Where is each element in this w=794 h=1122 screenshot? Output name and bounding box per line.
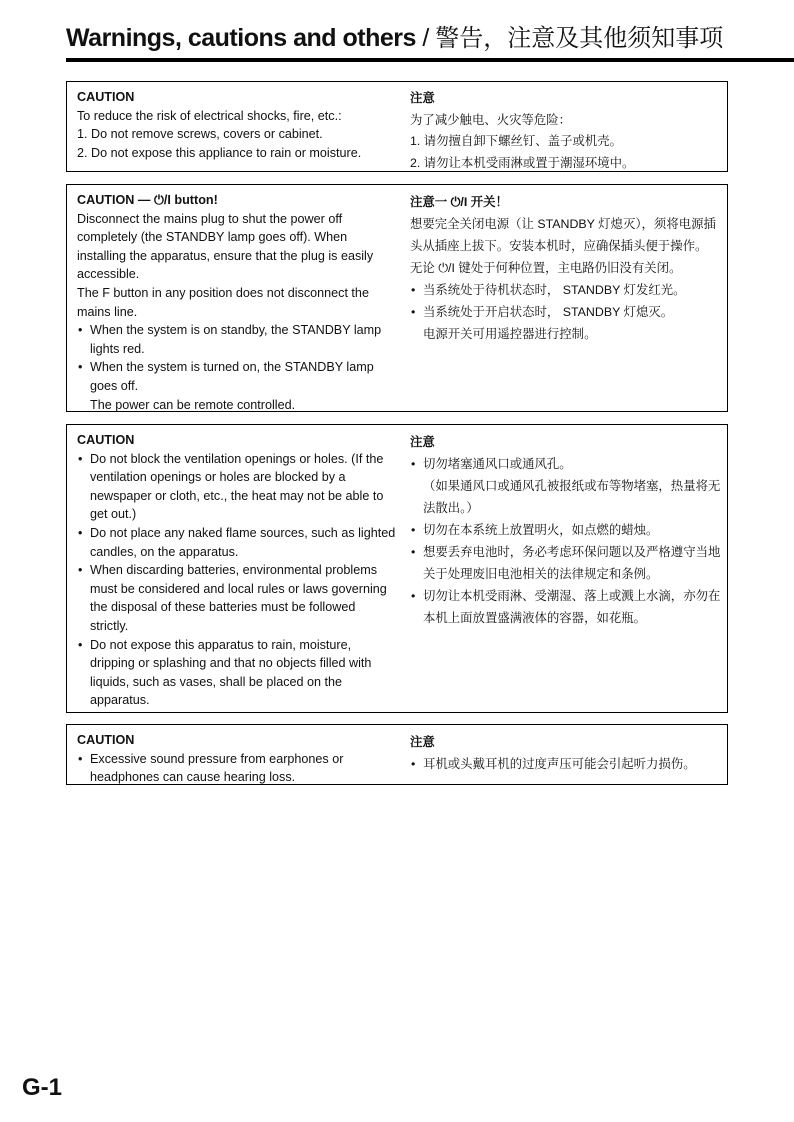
bullet-list: [77, 450, 397, 710]
chinese-column: [410, 88, 726, 174]
list-item-zh: • 切勿让本机受雨淋、受潮湿、落上或溅上水滴，亦勿在本机上面放置盛满液体的容器，如花瓶。: [410, 585, 726, 629]
paragraph-zh: 想要完全关闭电源（让 STANDBY 灯熄灭），须将电源插头从插座上拔下。安装本机时，应确保插头便于操作。: [410, 217, 716, 253]
note-text: The power can be remote controlled.: [90, 397, 296, 412]
list-item: • When discarding batteries, environmental problems must be considered and local rules or laws governing the disposal of these batteries must be followed strictly.: [77, 561, 397, 635]
list-item-zh: • 当系统处于待机状态时， STANDBY 灯发红光。: [410, 279, 726, 301]
note-text-zh: 电源开关可用遥控器进行控制。: [423, 327, 597, 341]
list-item: • Excessive sound pressure from earphones or headphones can cause hearing loss.: [77, 750, 397, 787]
english-column: [77, 431, 397, 710]
list-item: • Do not expose this apparatus to rain, moisture, dripping or splashing and that no objects filled with liquids, such as vases, shall be placed on the apparatus.: [77, 636, 397, 710]
numbered-item-zh: 2. 请勿让本机受雨淋或置于潮湿环境中。: [410, 155, 635, 170]
page-number: G-1: [22, 1074, 63, 1101]
list-item-zh: • 当系统处于开启状态时， STANDBY 灯熄灭。: [410, 301, 726, 323]
list-item-zh: • 想要丢弃电池时，务必考虑环保问题以及严格遵守当地关于处理废旧电池相关的法律规定和条例。: [410, 541, 726, 585]
bullet-list-zh: [410, 453, 726, 629]
chinese-column: [410, 191, 726, 345]
numbered-item-zh: 1. 请勿擅自卸下螺丝钉、盖子或机壳。: [410, 134, 623, 148]
title-rule: [66, 58, 794, 62]
caution-heading: CAUTION: [77, 90, 135, 104]
title-english: Warnings, cautions and others: [66, 24, 416, 52]
list-item: • When the system is turned on, the STANDBY lamp goes off.: [77, 358, 397, 395]
intro-text: To reduce the risk of electrical shocks, fire, etc.:: [77, 108, 342, 123]
list-item-zh: • 耳机或头戴耳机的过度声压可能会引起听力损伤。: [410, 753, 726, 775]
list-item-sub-zh: （如果通风口或通风孔被报纸或布等物堵塞，热量将无法散出。）: [423, 479, 721, 515]
caution-heading-zh: 注意: [410, 91, 435, 105]
list-item: • When the system is on standby, the STANDBY lamp lights red.: [77, 321, 397, 358]
caution-box-1: [66, 81, 728, 172]
english-column: [77, 88, 397, 162]
chinese-column: [410, 731, 726, 775]
caution-heading: CAUTION — ⏻/I button!: [77, 193, 218, 207]
list-item: • Do not block the ventilation openings or holes. (If the ventilation openings or holes are blocked by a newspaper or cloth, etc., the heat may not be able to get out.): [77, 450, 397, 524]
bullet-list: [77, 321, 397, 395]
numbered-item: 2. Do not expose this appliance to rain or moisture.: [77, 145, 362, 160]
caution-box-3: [66, 424, 728, 713]
title-chinese: 警告，注意及其他须知事项: [435, 24, 724, 52]
caution-box-4: [66, 724, 728, 785]
list-item: • Do not place any naked flame sources, such as lighted candles, on the apparatus.: [77, 524, 397, 561]
caution-heading-zh: 注意: [410, 735, 435, 749]
bullet-list-zh: [410, 279, 726, 323]
page-title: [66, 18, 726, 53]
caution-heading-zh: 注意: [410, 435, 435, 449]
caution-heading: CAUTION: [77, 433, 135, 447]
list-item-zh: • 切勿在本系统上放置明火，如点燃的蜡烛。: [410, 519, 726, 541]
chinese-column: [410, 431, 726, 629]
caution-box-2: [66, 184, 728, 412]
caution-heading: CAUTION: [77, 733, 135, 747]
caution-heading-zh: 注意一 ⏻/I 开关！: [410, 195, 508, 209]
english-column: [77, 731, 397, 787]
bullet-list: [77, 750, 397, 787]
intro-text-zh: 为了减少触电、火灾等危险：: [410, 112, 572, 127]
bullet-list-zh: [410, 753, 726, 775]
list-item-text-zh: 切勿堵塞通风口或通风孔。: [423, 457, 572, 471]
list-item-zh: [410, 453, 726, 519]
numbered-item: 1. Do not remove screws, covers or cabinet.: [77, 127, 323, 142]
paragraph-zh: 无论 ⏻/I 键处于何种位置，主电路仍旧没有关闭。: [410, 261, 682, 275]
paragraph: The F button in any position does not disconnect the mains line.: [77, 285, 369, 319]
english-column: [77, 191, 397, 414]
title-separator: /: [415, 24, 436, 52]
paragraph: Disconnect the mains plug to shut the power off completely (the STANDBY lamp goes off). When installing the apparatus, ensure that the plug is easily accessible.: [77, 211, 374, 282]
